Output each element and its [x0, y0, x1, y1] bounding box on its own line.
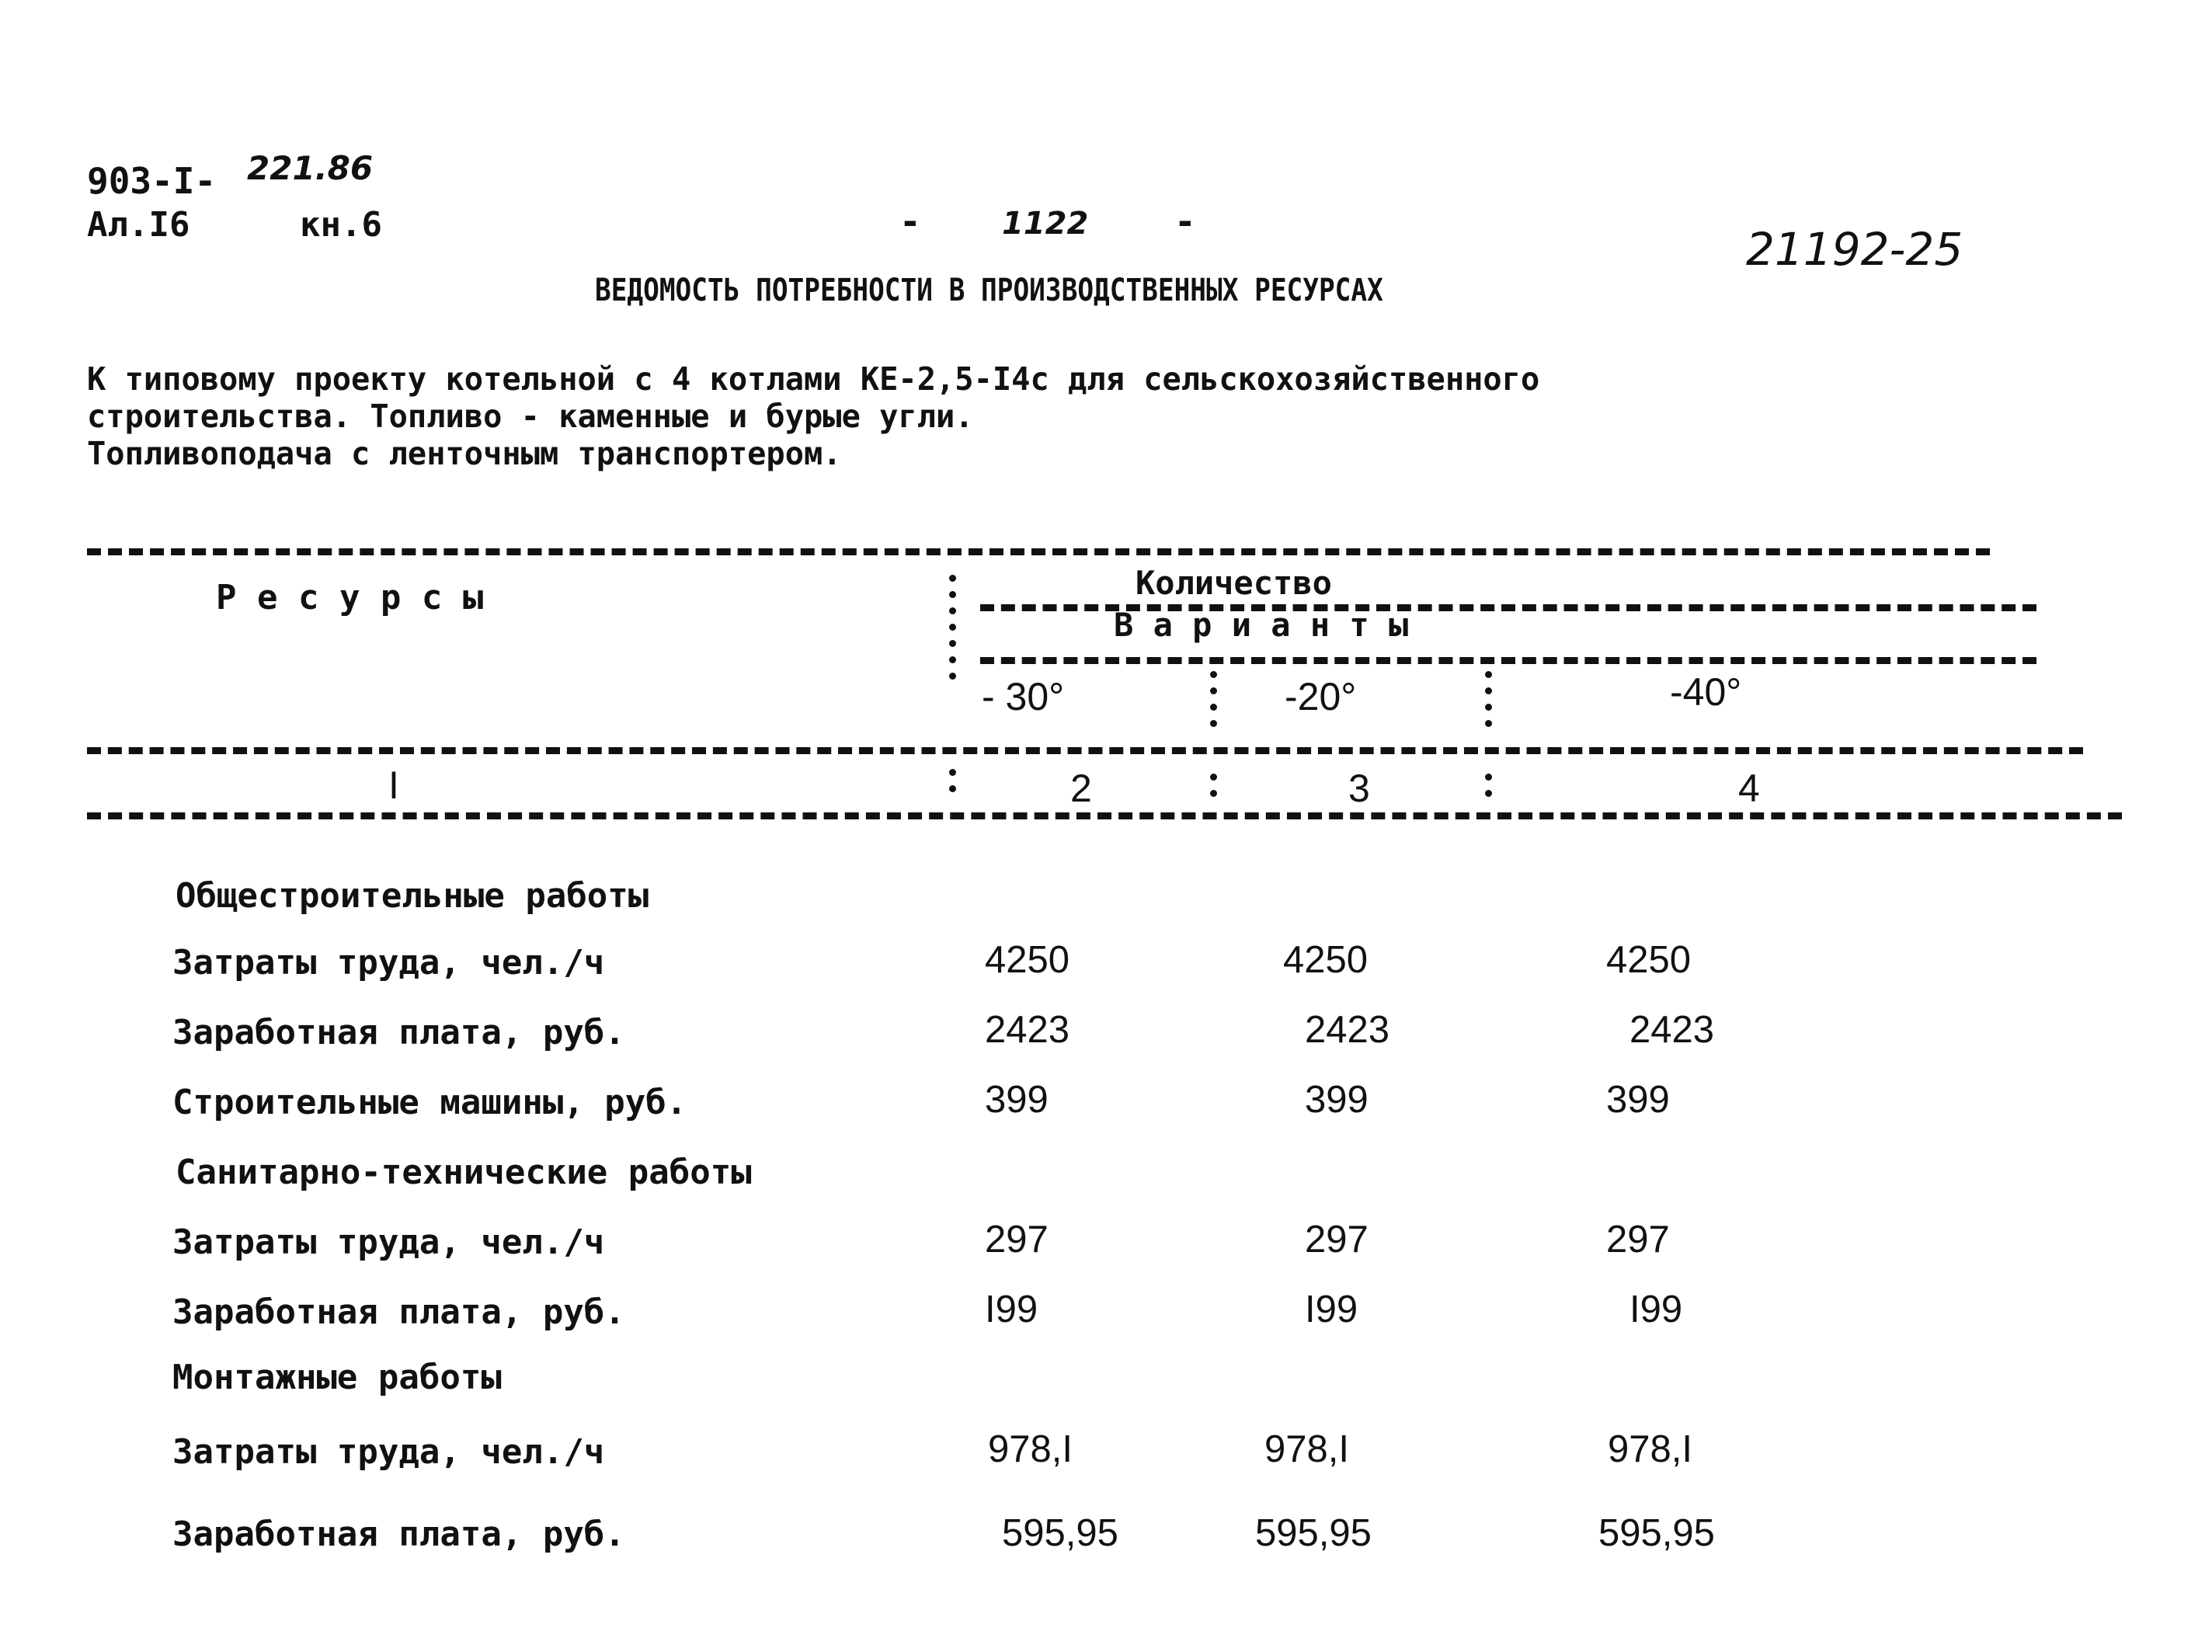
row-value: 4250 — [1606, 939, 1692, 981]
resources-header: Р е с у р с ы — [216, 578, 484, 617]
row-value: 4250 — [985, 939, 1070, 981]
quantity-header: Количество — [1136, 564, 1332, 602]
page-dash-left: - — [899, 200, 921, 242]
row-value: 2423 — [1629, 1009, 1715, 1051]
separator-num-2 — [1210, 774, 1217, 806]
variant-label-1: - 30° — [982, 675, 1065, 718]
row-value: 595,95 — [1002, 1512, 1118, 1554]
document-code-handwritten: 221.86 — [247, 149, 374, 187]
row-value: 978,I — [1264, 1428, 1349, 1470]
table-top-rule — [87, 548, 1990, 555]
row-value: 297 — [1305, 1219, 1369, 1261]
row-label: Заработная плата, руб. — [172, 1013, 625, 1052]
column-number-3: 3 — [1348, 767, 1370, 810]
row-label: Заработная плата, руб. — [172, 1292, 625, 1332]
column-numbers-bottom-rule — [87, 812, 2122, 819]
separator-col-1 — [949, 575, 956, 689]
row-value: 399 — [985, 1079, 1049, 1121]
row-label: Заработная плата, руб. — [172, 1515, 625, 1554]
separator-col-3 — [1485, 671, 1492, 736]
book-label: кн.6 — [300, 205, 382, 245]
row-value: 399 — [1305, 1079, 1369, 1121]
page-number: 1122 — [1002, 206, 1089, 242]
variant-label-3: -40° — [1670, 670, 1742, 714]
row-value: 2423 — [985, 1009, 1070, 1051]
row-value: 4250 — [1283, 939, 1369, 981]
page-dash-right: - — [1174, 200, 1196, 242]
description-line-1: К типовому проекту котельной с 4 котлами КЕ-2,5-I4с для сельскохозяйственного — [87, 360, 1540, 398]
album-label: Ал.I6 — [87, 205, 190, 245]
section-general-construction: Общестроительные работы — [176, 876, 649, 916]
separator-num-3 — [1485, 774, 1492, 806]
section-installation: Монтажные работы — [172, 1358, 502, 1397]
row-label: Затраты труда, чел./ч — [172, 1432, 605, 1472]
description-line-2: строительства. Топливо - каменные и бурые угли. — [87, 398, 974, 435]
column-numbers-top-rule — [87, 747, 2083, 754]
column-number-2: 2 — [1070, 767, 1092, 810]
row-value: I99 — [1629, 1289, 1683, 1330]
row-label: Затраты труда, чел./ч — [172, 1222, 605, 1262]
variant-label-2: -20° — [1285, 675, 1357, 718]
document-code: 903-I- — [87, 160, 217, 202]
column-number-1: I — [388, 763, 399, 807]
row-value: 399 — [1606, 1079, 1670, 1121]
row-value: 297 — [1606, 1219, 1670, 1261]
section-sanitary-technical: Санитарно-технические работы — [176, 1153, 752, 1192]
separator-col-2 — [1210, 671, 1217, 736]
variants-header: В а р и а н т ы — [1114, 606, 1409, 644]
inventory-number: 21192-25 — [1746, 223, 1963, 276]
column-number-4: 4 — [1738, 767, 1760, 810]
row-value: 978,I — [1608, 1428, 1692, 1470]
row-value: 595,95 — [1598, 1512, 1715, 1554]
row-value: I99 — [985, 1289, 1038, 1330]
row-value: 978,I — [988, 1428, 1073, 1470]
row-label: Затраты труда, чел./ч — [172, 943, 605, 983]
row-value: 2423 — [1305, 1009, 1390, 1051]
page-title: ВЕДОМОСТЬ ПОТРЕБНОСТИ В ПРОИЗВОДСТВЕННЫХ РЕСУРСАХ — [595, 273, 1383, 308]
row-value: 595,95 — [1255, 1512, 1372, 1554]
variant-labels-rule — [980, 657, 2036, 664]
row-label: Строительные машины, руб. — [172, 1083, 687, 1122]
separator-num-1 — [949, 769, 956, 802]
row-value: 297 — [985, 1219, 1049, 1261]
description-line-3: Топливоподача с ленточным транспортером. — [87, 435, 842, 472]
row-value: I99 — [1305, 1289, 1358, 1330]
